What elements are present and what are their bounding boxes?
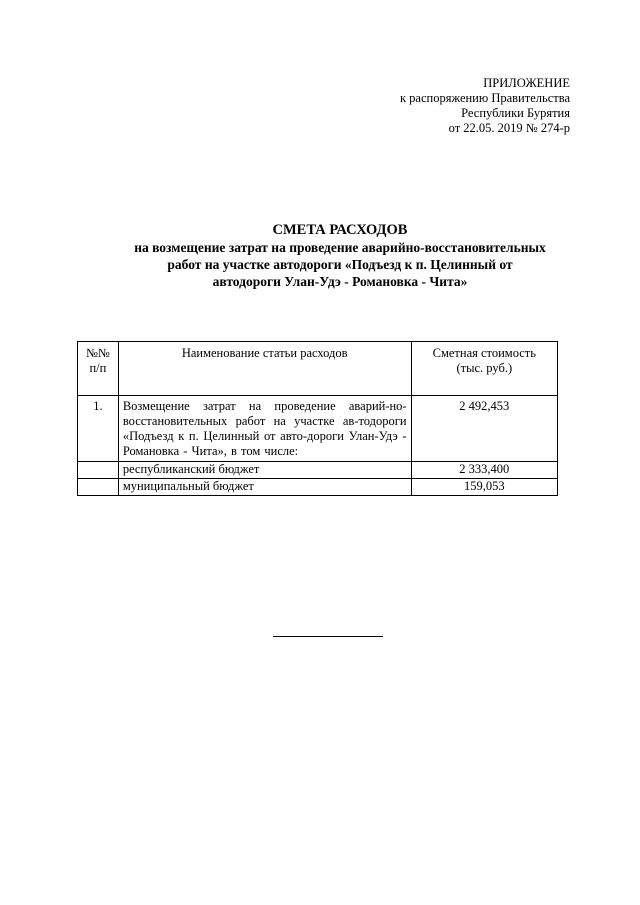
closing-divider-line (273, 636, 383, 637)
table-header-row (78, 342, 558, 396)
row-number-cell (78, 396, 119, 462)
row-cost: 2 333,400 (459, 462, 510, 476)
appendix-header (270, 76, 570, 136)
document-title-block (60, 222, 620, 290)
row-number: 1. (93, 399, 103, 413)
appendix-date-number: от 22.05. 2019 № 274-р (448, 121, 570, 135)
row-name-cell (118, 479, 411, 496)
table-row (78, 396, 558, 462)
row-name-cell (118, 396, 411, 462)
row-cost-cell (411, 479, 557, 496)
document-subtitle-line-3: автодороги Улан-Удэ - Романовка - Чита» (212, 274, 468, 289)
row-number-cell (78, 462, 119, 479)
row-cost: 2 492,453 (459, 399, 510, 413)
header-cost-line-2: (тыс. руб.) (456, 361, 513, 375)
appendix-decree-line: к распоряжению Правительства (399, 91, 570, 105)
header-cost-cell (411, 342, 557, 396)
table-row (78, 479, 558, 496)
estimate-table (77, 341, 558, 496)
row-name: Возмещение затрат на проведение аварий-но-восстановительных работ на участке ав-тодороги «Подъезд к п. Целинный от авто-дороги Улан-Удэ - Романовка - Чита», в том числе: (122, 399, 407, 458)
header-number-cell (78, 342, 119, 396)
header-number-line-2: п/п (89, 361, 107, 375)
appendix-title: ПРИЛОЖЕНИЕ (483, 76, 570, 90)
header-name-cell (118, 342, 411, 396)
row-name: муниципальный бюджет (122, 479, 254, 493)
row-number-cell (78, 479, 119, 496)
document-subtitle-line-2: работ на участке автодороги «Подъезд к п. Целинный от (167, 257, 513, 272)
header-cost-line-1: Сметная стоимость (432, 346, 536, 360)
header-name: Наименование статьи расходов (181, 346, 348, 360)
document-subtitle-line-1: на возмещение затрат на проведение аварийно-восстановительных (134, 240, 546, 255)
row-name: республиканский бюджет (122, 462, 260, 476)
appendix-republic-line: Республики Бурятия (461, 106, 570, 120)
row-cost: 159,053 (463, 479, 505, 493)
row-cost-cell (411, 462, 557, 479)
row-name-cell (118, 462, 411, 479)
table-row (78, 462, 558, 479)
row-cost-cell (411, 396, 557, 462)
document-title: СМЕТА РАСХОДОВ (272, 222, 408, 238)
header-number-line-1: №№ (85, 346, 110, 360)
